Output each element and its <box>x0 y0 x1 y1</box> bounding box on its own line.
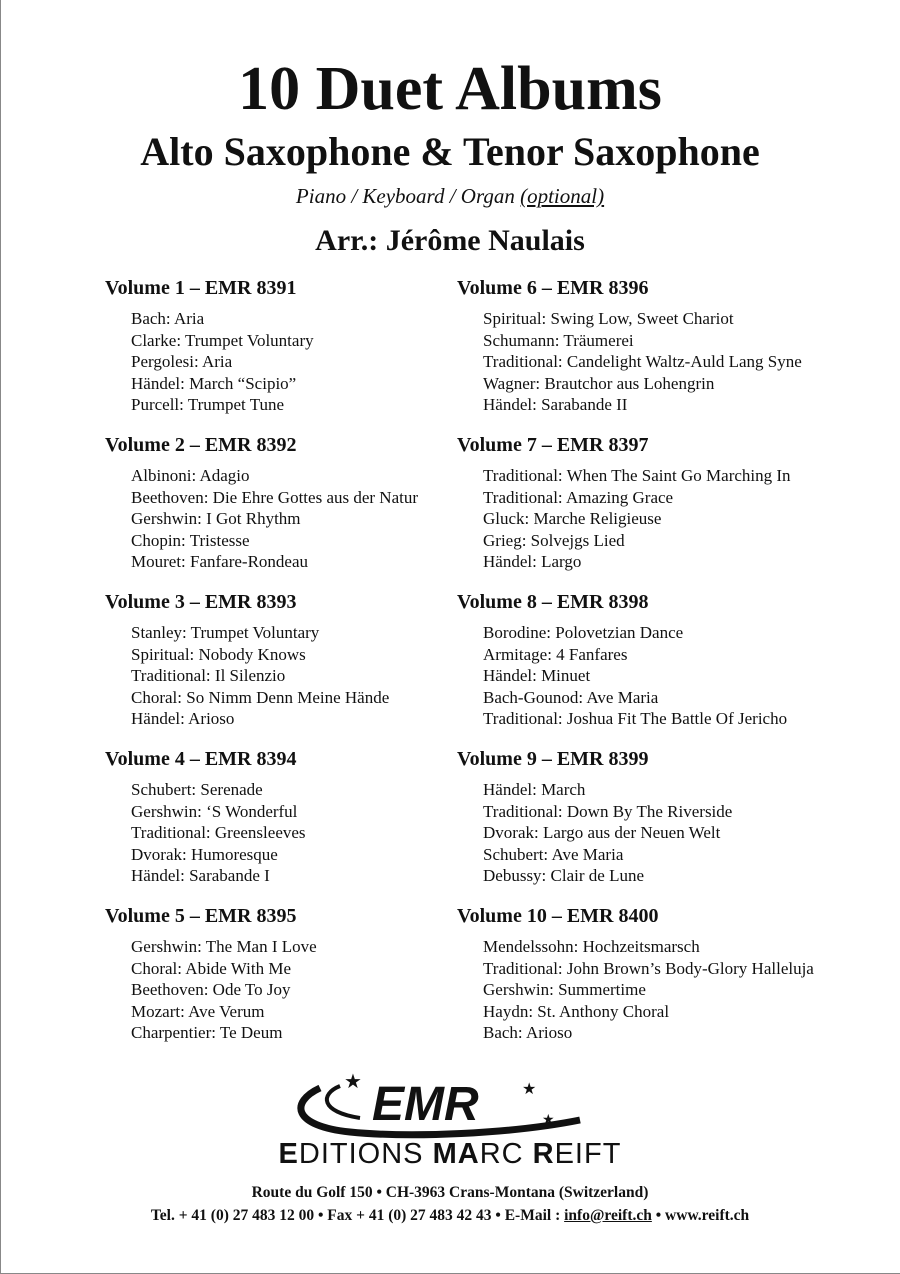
song-item: Gershwin: The Man I Love <box>131 937 317 956</box>
volume-title: Volume 1 – EMR 8391 <box>105 277 297 299</box>
song-item: Charpentier: Te Deum <box>131 1023 283 1042</box>
song-item: Gershwin: I Got Rhythm <box>131 509 301 528</box>
volume-block <box>457 275 887 432</box>
optional-note: (optional) <box>520 184 605 208</box>
volume-title: Volume 7 – EMR 8397 <box>457 434 649 456</box>
brand-initial: MA <box>432 1138 480 1170</box>
email-link[interactable]: info@reift.ch <box>564 1207 652 1224</box>
song-item: Traditional: Amazing Grace <box>483 487 674 507</box>
song-list <box>105 622 505 730</box>
volumes-left-column <box>105 275 505 1060</box>
song-item: Traditional: Greensleeves <box>131 823 306 842</box>
song-item: Dvorak: Humoresque <box>131 844 278 864</box>
song-item: Borodine: Polovetzian Dance <box>483 623 684 642</box>
song-item: Beethoven: Die Ehre Gottes aus der Natur <box>131 487 419 507</box>
volume-title: Volume 8 – EMR 8398 <box>457 591 649 613</box>
song-item: Spiritual: Nobody Knows <box>131 644 306 664</box>
volume-block <box>457 746 887 903</box>
song-item: Armitage: 4 Fanfares <box>483 644 628 664</box>
song-item: Haydn: St. Anthony Choral <box>483 1001 670 1021</box>
song-item: Händel: Minuet <box>483 666 591 685</box>
brand-word: DITIONS <box>298 1138 424 1170</box>
publisher-name <box>0 1137 900 1171</box>
song-item: Spiritual: Swing Low, Sweet Chariot <box>483 309 734 328</box>
volume-title: Volume 3 – EMR 8393 <box>105 591 297 613</box>
song-list <box>105 465 505 573</box>
song-item: Debussy: Clair de Lune <box>483 866 644 885</box>
song-item: Händel: March “Scipio” <box>131 373 297 393</box>
website-text: • www.reift.ch <box>651 1207 750 1224</box>
song-item: Händel: Sarabande II <box>483 395 628 414</box>
star-icon: ★ <box>522 1079 537 1098</box>
song-item: Traditional: Il Silenzio <box>131 666 286 685</box>
volume-block <box>457 589 887 746</box>
song-list <box>457 622 887 730</box>
brand-word: EIFT <box>554 1138 622 1170</box>
song-item: Beethoven: Ode To Joy <box>131 980 291 999</box>
song-item: Bach: Aria <box>131 309 205 328</box>
song-item: Traditional: John Brown’s Body-Glory Halleluja <box>483 958 814 978</box>
song-item: Mendelssohn: Hochzeitsmarsch <box>483 937 700 956</box>
song-item: Gershwin: Summertime <box>483 980 646 999</box>
song-list <box>457 779 887 887</box>
song-item: Traditional: Down By The Riverside <box>483 801 733 821</box>
song-item: Händel: Arioso <box>131 709 235 728</box>
publisher-address: Route du Golf 150 • CH-3963 Crans-Montana (Switzerland) <box>251 1184 649 1201</box>
song-item: Chopin: Tristesse <box>131 530 250 550</box>
volume-block <box>105 746 505 903</box>
emr-logo <box>280 1068 620 1140</box>
song-item: Choral: So Nimm Denn Meine Hände <box>131 687 390 707</box>
song-list <box>105 308 505 416</box>
volume-block <box>105 275 505 432</box>
arranger: Arr.: Jérôme Naulais <box>315 224 585 257</box>
song-item: Händel: March <box>483 780 586 799</box>
contact-phone-fax: Tel. + 41 (0) 27 483 12 00 • Fax + 41 (0) 27 483 42 43 • E-Mail : <box>150 1207 565 1224</box>
song-item: Schubert: Serenade <box>131 780 263 799</box>
song-item: Dvorak: Largo aus der Neuen Welt <box>483 823 721 842</box>
song-item: Händel: Largo <box>483 552 582 571</box>
song-list <box>457 465 887 573</box>
song-item: Schumann: Träumerei <box>483 330 634 350</box>
song-item: Stanley: Trumpet Voluntary <box>131 623 320 642</box>
volume-block <box>105 903 505 1060</box>
brand-initial: R <box>532 1138 555 1170</box>
brand-word: RC <box>479 1138 524 1170</box>
volume-title: Volume 4 – EMR 8394 <box>105 748 297 770</box>
volume-block <box>105 432 505 589</box>
volumes-right-column <box>457 275 887 1060</box>
song-list <box>105 779 505 887</box>
song-item: Traditional: Candelight Waltz-Auld Lang Syne <box>483 352 802 371</box>
song-item: Bach: Arioso <box>483 1023 573 1042</box>
instrumentation-list: Piano / Keyboard / Organ <box>295 184 515 208</box>
song-item: Bach-Gounod: Ave Maria <box>483 687 659 707</box>
song-list <box>105 936 505 1044</box>
song-item: Gluck: Marche Religieuse <box>483 509 662 528</box>
star-icon: ★ <box>344 1069 362 1093</box>
volume-block <box>457 432 887 589</box>
song-item: Traditional: When The Saint Go Marching In <box>483 466 791 485</box>
song-list <box>457 936 887 1044</box>
song-item: Clarke: Trumpet Voluntary <box>131 330 314 350</box>
brand-initial: E <box>278 1138 299 1170</box>
volume-title: Volume 6 – EMR 8396 <box>457 277 649 299</box>
volume-title: Volume 9 – EMR 8399 <box>457 748 649 770</box>
publisher-contact <box>0 1206 900 1226</box>
page-title: 10 Duet Albums <box>238 55 662 123</box>
volume-title: Volume 5 – EMR 8395 <box>105 905 297 927</box>
song-item: Choral: Abide With Me <box>131 958 292 978</box>
song-item: Gershwin: ‘S Wonderful <box>131 801 298 821</box>
song-item: Mouret: Fanfare-Rondeau <box>131 552 309 571</box>
logo-text: EMR <box>372 1078 479 1131</box>
star-icon: ★ <box>542 1112 555 1128</box>
volume-block <box>105 589 505 746</box>
song-item: Wagner: Brautchor aus Lohengrin <box>483 373 715 393</box>
song-list <box>457 308 887 416</box>
song-item: Traditional: Joshua Fit The Battle Of Jericho <box>483 709 788 728</box>
song-item: Albinoni: Adagio <box>131 466 250 485</box>
song-item: Händel: Sarabande I <box>131 866 270 885</box>
song-item: Mozart: Ave Verum <box>131 1001 265 1021</box>
volume-title: Volume 10 – EMR 8400 <box>457 905 659 927</box>
song-item: Schubert: Ave Maria <box>483 844 624 864</box>
song-item: Pergolesi: Aria <box>131 352 233 371</box>
song-item: Grieg: Solvejgs Lied <box>483 530 625 550</box>
song-item: Purcell: Trumpet Tune <box>131 395 285 414</box>
volume-title: Volume 2 – EMR 8392 <box>105 434 297 456</box>
instrumentation <box>0 183 900 209</box>
volume-block <box>457 903 887 1060</box>
page-subtitle: Alto Saxophone & Tenor Saxophone <box>140 129 760 174</box>
